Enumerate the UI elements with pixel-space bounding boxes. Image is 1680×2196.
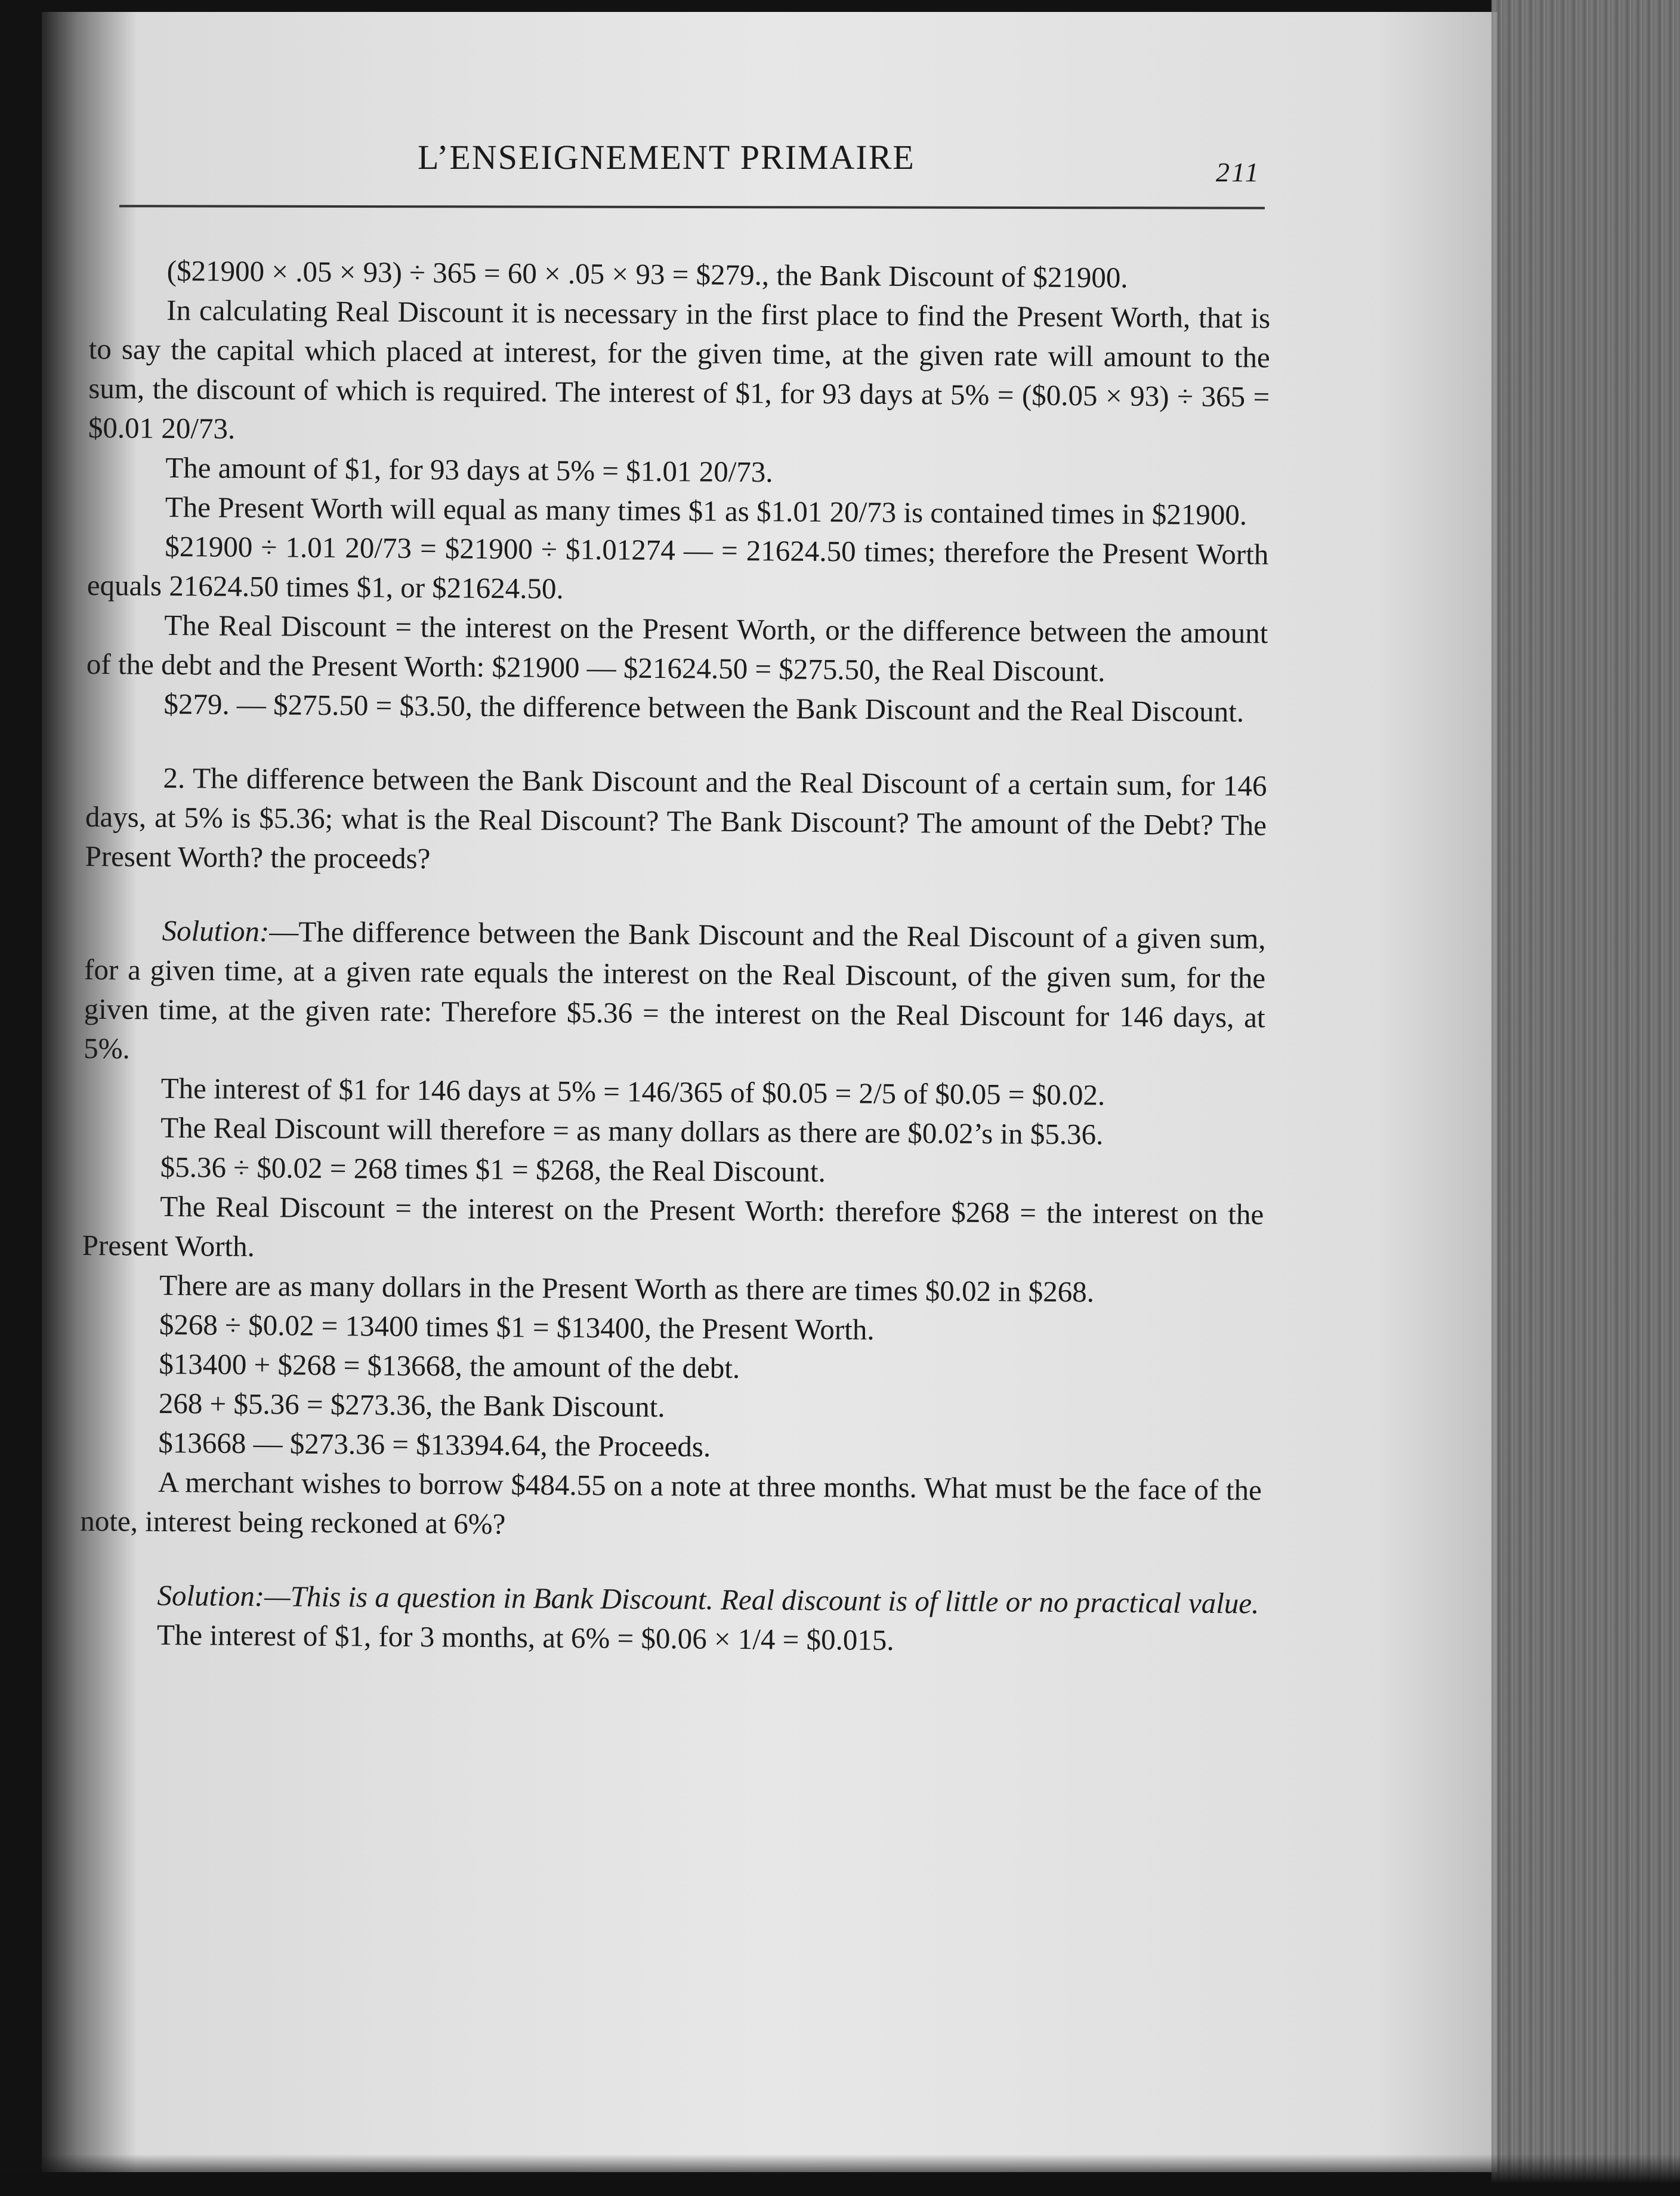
paragraph: ($21900 × .05 × 93) ÷ 365 = 60 × .05 × 93 = $279., the Bank Discount of $21900. (166, 254, 1128, 294)
solution-paragraph (84, 911, 1266, 1077)
paragraph: In calculating Real Discount it is necessary in the first place to find the Present Worth, that is to say the capital which placed at interest, for the given time, at the given rate will amount to the sum, the discount of which is required. The interest of $1, for 93 days at 5% = ($0.05 × 93) ÷ 365 = $0.01 20/73. (88, 293, 1271, 445)
bottom-shadow (0, 2154, 1680, 2196)
paragraph: The Real Discount will therefore = as many dollars as there are $0.02’s in $5.36. (160, 1111, 1104, 1151)
paragraph: $21900 ÷ 1.01 20/73 = $21900 ÷ $1.01274 — = 21624.50 times; therefore the Present Worth equals 21624.50 times $1, or $21624.50. (87, 529, 1269, 605)
solution-text: —This is a question in Bank Discount. Real discount is of little or no practical value. (264, 1580, 1259, 1620)
paragraph: $5.36 ÷ $0.02 = 268 times $1 = $268, the Real Discount. (160, 1150, 826, 1189)
paragraph: The interest of $1 for 146 days at 5% = 146/365 of $0.05 = 2/5 of $0.05 = $0.02. (160, 1071, 1105, 1112)
problem-statement: 2. The difference between the Bank Discount and the Real Discount of a certain sum, for 146 days, at 5% is $5.36; what is the Real Discount? The Bank Discount? The amount of the Debt? The Present Worth? the proceeds? (85, 761, 1267, 875)
paragraph: $279. — $275.50 = $3.50, the difference between the Bank Discount and the Real Discount. (163, 687, 1244, 729)
paragraph: The interest of $1, for 3 months, at 6% = $0.06 × 1/4 = $0.015. (156, 1618, 894, 1657)
solution-text: —The difference between the Bank Discount and the Real Discount of a given sum, for a given time, at a given rate equals the interest on the Real Discount, of the given sum, for the given time, at the given rate: Therefore $5.36 = the interest on the Real Discount for 146 days, at 5%. (84, 915, 1266, 1065)
paragraph: The amount of $1, for 93 days at 5% = $1.01 20/73. (165, 451, 773, 489)
paragraph: $13400 + $268 = $13668, the amount of the debt. (159, 1347, 740, 1385)
paragraph: The Real Discount = the interest on the Present Worth: therefore $268 = the interest on the Present Worth. (82, 1189, 1264, 1263)
page-body (79, 251, 1271, 1663)
paragraph: $268 ÷ $0.02 = 13400 times $1 = $13400, the Present Worth. (159, 1307, 875, 1346)
solution-label: Solution: (162, 914, 270, 948)
problem-statement: A merchant wishes to borrow $484.55 on a note at three months. What must be the face of the note, interest being reckoned at 6%? (80, 1465, 1262, 1541)
paragraph: The Present Worth will equal as many times $1 as $1.01 20/73 is contained times in $21900. (165, 490, 1247, 532)
paragraph: There are as many dollars in the Present Worth as there are times $0.02 in $268. (159, 1268, 1095, 1309)
paragraph: 268 + $5.36 = $273.36, the Bank Discount. (158, 1386, 665, 1424)
running-title: L’ENSEIGNEMENT PRIMAIRE (418, 138, 915, 177)
page-number: 211 (1216, 157, 1261, 187)
page-edges (1491, 0, 1680, 2196)
solution-label: Solution: (157, 1578, 265, 1613)
paragraph: The Real Discount = the interest on the Present Worth, or the difference between the amount of the debt and the Present Worth: $21900 — $21624.50 = $275.50, the Real Discount. (86, 608, 1268, 688)
paragraph: $13668 — $273.36 = $13394.64, the Proceeds. (158, 1426, 711, 1463)
